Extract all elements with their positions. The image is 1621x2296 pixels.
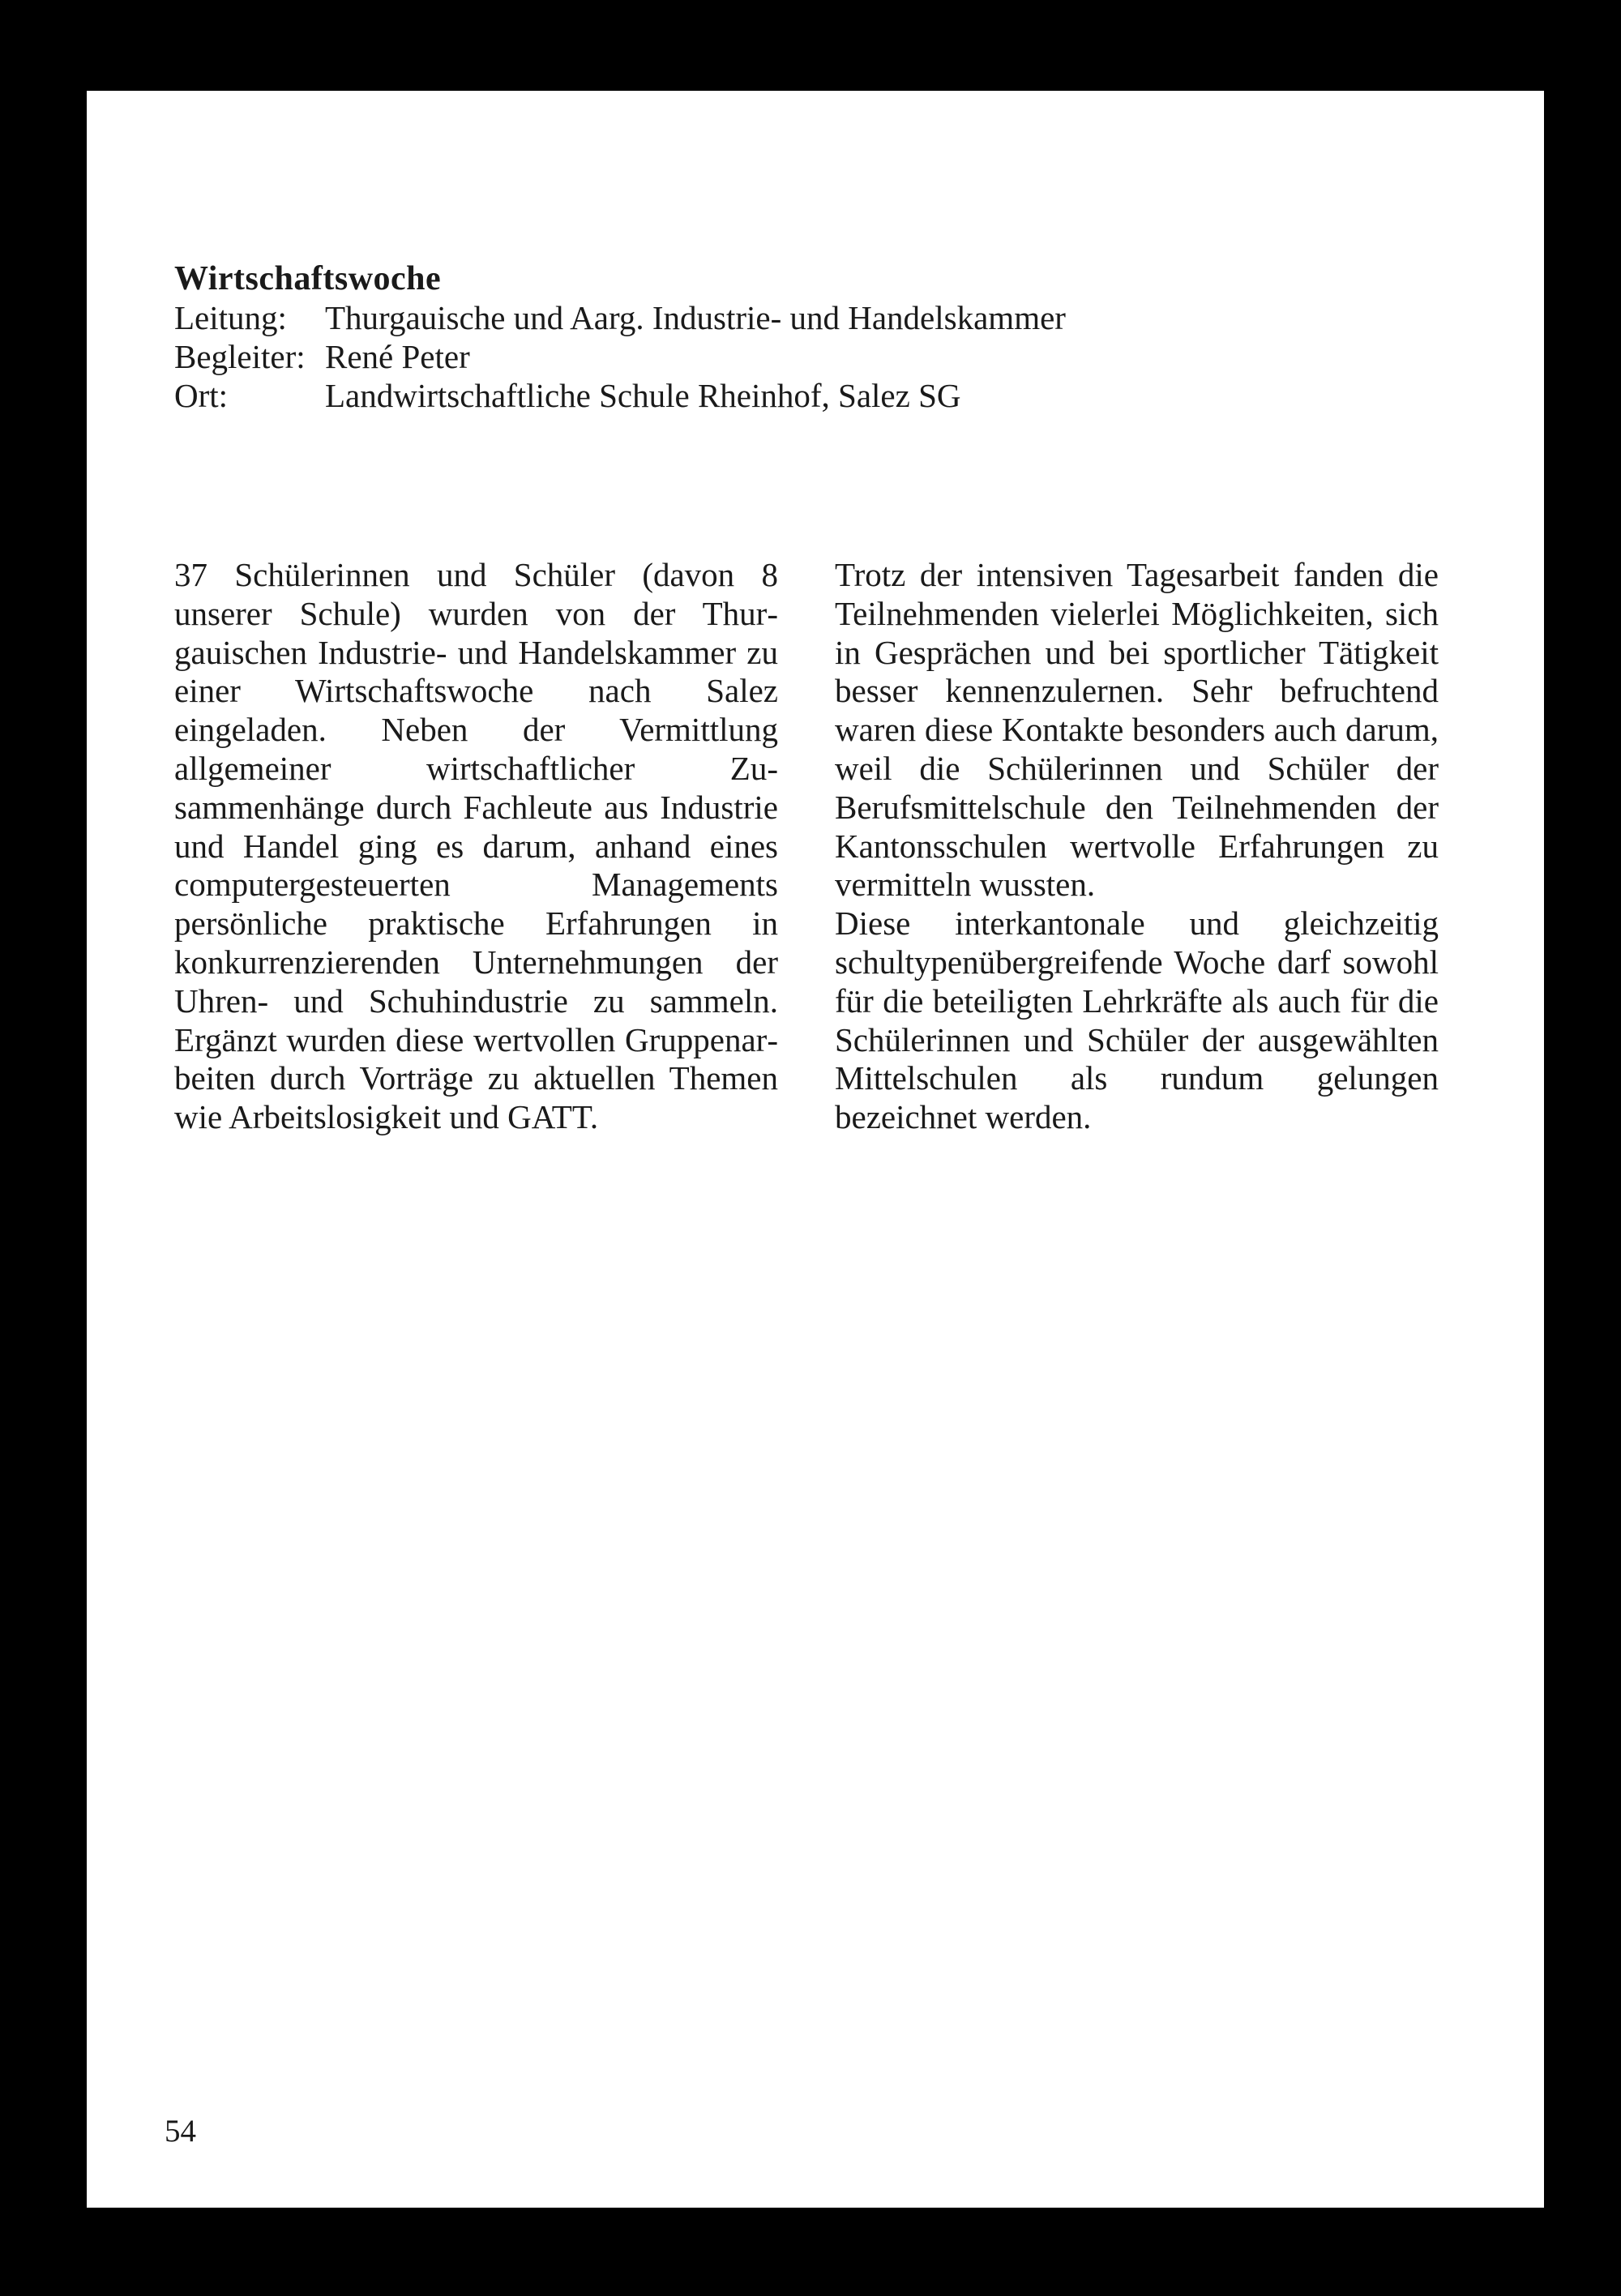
meta-value-ort: Landwirtschaftliche Schule Rheinhof, Salez SG — [325, 377, 961, 414]
left-paragraph: 37 Schülerinnen und Schüler (davon 8 unserer Schule) wurden von der Thurgauischen Industrie- und Handelskammer zu einer Wirtschaftswoche nach Salez eingeladen. Neben der Vermittlung allgemeiner wirtschaftlicher Zusammenhänge durch Fachleute aus Industrie und Handel ging es darum, anhand eines computergesteuerten Managements persönliche praktische Erfahrungen in konkurrenzierenden Unternehmungen der Uhren- und Schuhindustrie zu sammeln. Ergänzt wurden diese wertvollen Gruppenarbeiten durch Vorträge zu aktuellen Themen wie Arbeitslosigkeit und GATT. — [174, 556, 778, 1136]
meta-ort — [174, 376, 1431, 415]
page-number: 54 — [165, 2114, 196, 2148]
meta-begleiter — [174, 337, 1431, 376]
meta-leitung — [174, 298, 1431, 337]
right-column — [835, 556, 1439, 1137]
meta-label-leitung: Leitung: — [174, 299, 287, 336]
article — [174, 259, 1439, 1136]
right-paragraph-2: Diese interkantonale und gleichzeitig schultypenübergreifende Woche darf sowohl für die beteiligten Lehrkräfte als auch für die Schülerinnen und Schüler der ausgewählten Mittelschulen als rundum gelungen bezeichnet werden. — [835, 904, 1439, 1136]
left-column — [174, 556, 778, 1137]
meta-value-begleiter: René Peter — [325, 338, 470, 375]
meta-label-begleiter: Begleiter: — [174, 338, 306, 375]
article-title: Wirtschaftswoche — [174, 260, 442, 297]
document-page — [87, 91, 1544, 2208]
meta-label-ort: Ort: — [174, 377, 229, 414]
meta-value-leitung: Thurgauische und Aarg. Industrie- und Handelskammer — [325, 299, 1066, 336]
body-columns — [174, 556, 1439, 1137]
right-paragraph-1: Trotz der intensiven Tagesarbeit fanden die Teilnehmenden vielerlei Möglichkeiten, sich in Gesprächen und bei sportlicher Tätigkeit besser kennenzulernen. Sehr befruchtend waren diese Kontakte besonders auch darum, weil die Schülerinnen und Schüler der Berufsmittelschule den Teilnehmenden der Kantonsschulen wertvolle Erfahrungen zu vermitteln wussten. — [835, 556, 1439, 904]
